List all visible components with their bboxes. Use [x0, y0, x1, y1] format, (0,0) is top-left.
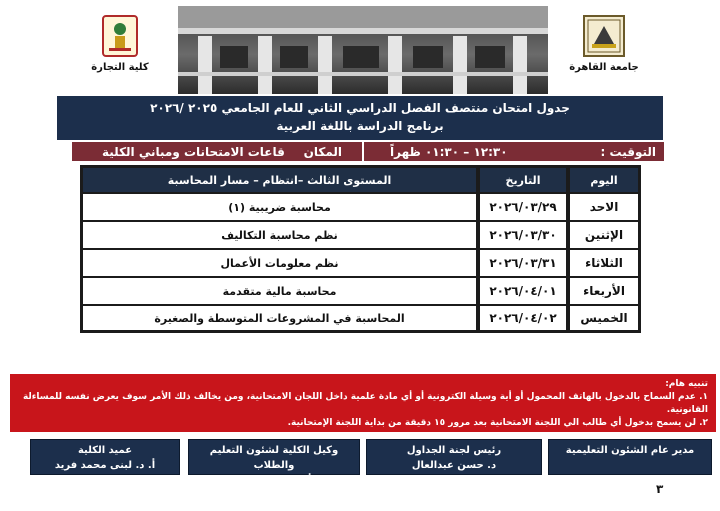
header-day: اليوم: [568, 168, 638, 192]
row-date: ٢٠٢٦/٠٣/٣١: [478, 250, 566, 276]
signature-title: وكيل الكلية لشئون التعليم والطلاب: [209, 445, 339, 471]
building-banner-image: [178, 6, 548, 94]
header-date: التاريخ: [478, 168, 566, 192]
exam-title: جدول امتحان منتصف الفصل الدراسي الثاني للعام الجامعي ٢٠٢٥ /٢٠٢٦: [150, 101, 570, 115]
cairo-university-caption: جامعة القاهرة: [569, 62, 639, 73]
important-notice-box: [10, 374, 716, 432]
time-label: التوقيت :: [600, 144, 656, 159]
notice-item-2: ٢. لن يسمح بدخول أي طالب الي اللجنة الامتحانية بعد مرور ١٥ دقيقة من بداية اللجنة الإمتحانية.: [287, 418, 708, 428]
table-row: [83, 222, 638, 248]
row-day: الإثنين: [568, 222, 638, 248]
place-value: قاعات الامتحانات ومباني الكلية: [102, 144, 285, 159]
university-emblem-icon: [582, 14, 626, 58]
signature-title: مدير عام الشئون التعليمية: [565, 445, 695, 456]
exam-schedule-table: [80, 165, 641, 333]
row-date: ٢٠٢٦/٠٤/٠٢: [478, 306, 566, 330]
table-row: [83, 306, 638, 330]
signature-schedule-committee-head: [366, 439, 542, 475]
place-label: المكان: [303, 144, 342, 159]
program-subtitle: برنامج الدراسة باللغة العربية: [276, 119, 444, 133]
table-row: [83, 278, 638, 304]
signature-dean: [30, 439, 180, 475]
row-subject: المحاسبة في المشروعات المتوسطة والصغيرة: [83, 306, 476, 330]
signature-vice-dean: [188, 439, 360, 486]
time-bar: [364, 142, 664, 161]
notice-item-1: ١. عدم السماح بالدخول بالهاتف المحمول أو أية وسيلة الكترونية أو أي مادة علمية داخل اللجان الامتحانية، ومن يخالف ذلك الأمر سوف يعرض نفسه للمساءلة القانونية.: [22, 392, 708, 415]
signature-title: رئيس لجنة الجداول: [406, 445, 502, 456]
notice-heading: تنبيه هام:: [665, 379, 708, 389]
table-header-row: [83, 168, 638, 192]
faculty-emblem-icon: [100, 14, 140, 58]
signature-title: عميد الكلية: [77, 445, 133, 456]
header-subject: المستوى الثالث –انتظام – مسار المحاسبة: [83, 168, 476, 192]
row-date: ٢٠٢٦/٠٣/٢٩: [478, 194, 566, 220]
signature-education-director: [548, 439, 712, 475]
time-value: ١٢:٣٠ – ٠١:٣٠ ظهراً: [390, 144, 508, 159]
row-date: ٢٠٢٦/٠٣/٣٠: [478, 222, 566, 248]
row-day: الخميس: [568, 306, 638, 330]
row-day: الاحد: [568, 194, 638, 220]
table-row: [83, 194, 638, 220]
table-row: [83, 250, 638, 276]
faculty-caption: كلية التجارة: [91, 62, 149, 73]
faculty-of-commerce-logo: [72, 8, 168, 90]
row-date: ٢٠٢٦/٠٤/٠١: [478, 278, 566, 304]
row-subject: نظم معلومات الأعمال: [83, 250, 476, 276]
row-day: الأربعاء: [568, 278, 638, 304]
cairo-university-logo: [556, 8, 652, 90]
signature-name: أ. د. لبنى محمد فريد: [54, 460, 156, 471]
row-subject: نظم محاسبة التكاليف: [83, 222, 476, 248]
page-number: ٣: [656, 482, 664, 496]
signature-name: أ. د. عماد الزمر: [236, 475, 312, 486]
row-subject: محاسبة مالية متقدمة: [83, 278, 476, 304]
row-subject: محاسبة ضريبية (١): [83, 194, 476, 220]
exam-title-box: [57, 96, 663, 140]
place-bar: [72, 142, 362, 161]
signature-name: د. حسن عبدالعال: [411, 460, 497, 471]
row-day: الثلاثاء: [568, 250, 638, 276]
